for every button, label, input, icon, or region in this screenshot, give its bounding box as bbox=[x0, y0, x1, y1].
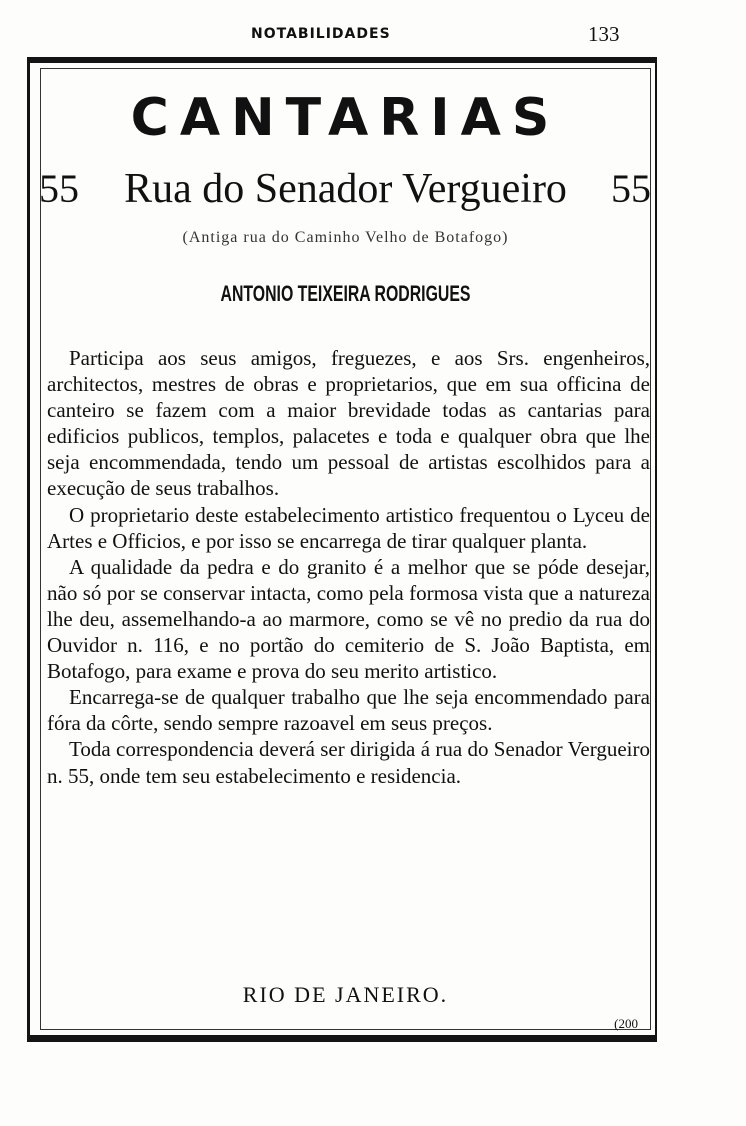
paragraph: O proprietario deste estabelecimento artistico frequentou o Lyceu de Artes e Officios, e por isso se encarrega de tirar qualquer planta. bbox=[47, 502, 650, 553]
running-head bbox=[0, 22, 746, 48]
city-line: RIO DE JANEIRO. bbox=[242, 982, 449, 1007]
paragraph: Participa aos seus amigos, freguezes, e aos Srs. engenheiros, architectos, mestres de obras e proprietarios, que em sua officina de canteiro se fazem com a maior brevidade todas as cantarias para edificios publicos, templos, palacetes e toda e qualquer obra que lhe seja encommendada, tendo um pessoal de artistas escolhidos para a execução de seus trabalhos. bbox=[47, 346, 650, 501]
advert-code: (200 bbox=[614, 1016, 638, 1031]
advertisement-inner-border bbox=[40, 68, 651, 1030]
advertisement-frame bbox=[27, 57, 657, 1042]
brand-title: CANTARIAS bbox=[130, 88, 561, 148]
paragraph: A qualidade da pedra e do granito é a melhor que se póde desejar, não só por se conservar intacta, como pela formosa vista que a natureza lhe deu, assemelhando-a ao marmore, como se vê no predio da rua do Ouvidor n. 116, e no portão do cemiterio de S. João Baptista, em Botafogo, para exame e prova do seu merito artistico. bbox=[47, 554, 650, 684]
paragraph: Encarrega-se de qualquer trabalho que lhe seja encommendado para fóra da côrte, sendo sempre razoavel em seus preços. bbox=[47, 685, 650, 736]
owner-name: ANTONIO TEIXEIRA RODRIGUES bbox=[220, 281, 471, 306]
advertisement-body bbox=[47, 345, 650, 789]
paragraph: Toda correspondencia deverá ser dirigida á rua do Senador Vergueiro n. 55, onde tem seu estabelecimento e residencia. bbox=[47, 737, 650, 788]
street-number-right: 55 bbox=[611, 166, 651, 211]
former-street-name: (Antiga rua do Caminho Velho de Botafogo) bbox=[182, 229, 509, 246]
street-name: Rua do Senador Vergueiro bbox=[124, 166, 567, 212]
page-number: 133 bbox=[588, 22, 620, 46]
street-number-left: 55 bbox=[39, 166, 79, 211]
running-title: NOTABILIDADES bbox=[251, 26, 391, 42]
